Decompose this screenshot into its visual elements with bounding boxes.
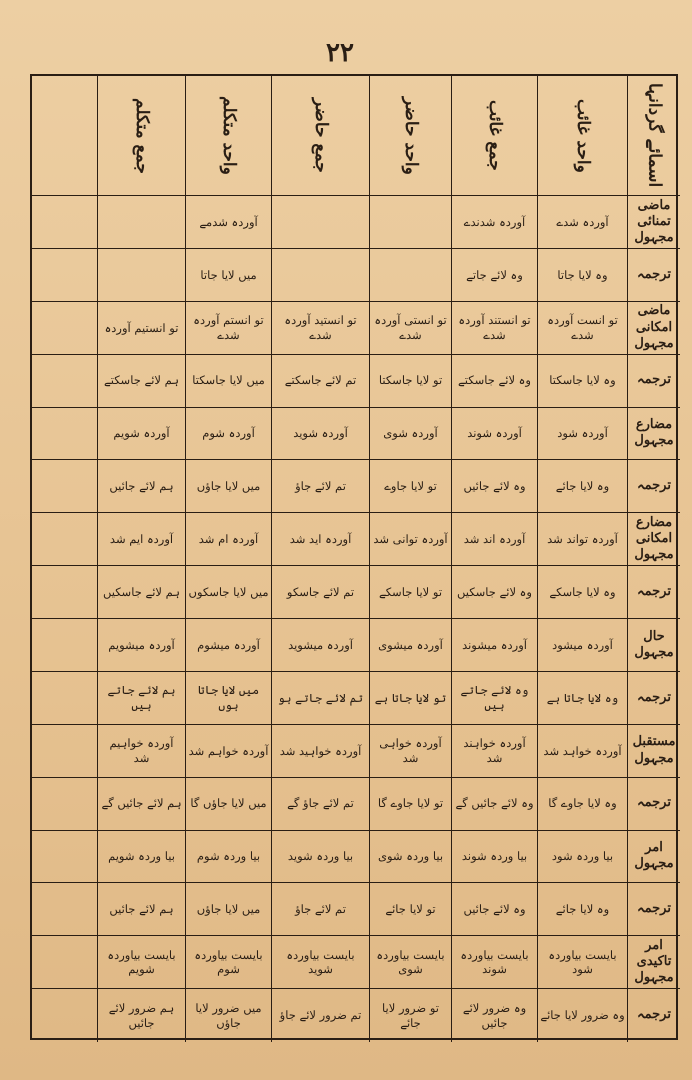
table-cell: آوردہ میشوی <box>370 619 452 672</box>
table-cell: بیا وردہ شوم <box>186 831 272 884</box>
table-cell: آوردہ شوید <box>272 408 370 461</box>
margin-cell <box>32 619 98 672</box>
table-cell: ہم لائے جائیں <box>98 460 186 513</box>
table-cell: بیا وردہ شوند <box>452 831 538 884</box>
table-cell: آوردہ ام شد <box>186 513 272 566</box>
table-cell: تم لائے جاتے ہو <box>272 672 370 725</box>
table-cell: وہ لائے جاسکیں <box>452 566 538 619</box>
table-cell: تم لائے جاسکو <box>272 566 370 619</box>
table-cell: بیا وردہ شویم <box>98 831 186 884</box>
row-label: ترجمہ <box>628 778 680 831</box>
row-label: ترجمہ <box>628 672 680 725</box>
table-cell: وہ لایا جائے <box>538 460 628 513</box>
table-cell: میں لایا جاتا ہوں <box>186 672 272 725</box>
row-label: ماضی تمنائی مجہول <box>628 196 680 249</box>
table-cell: تم لائے جاؤ <box>272 883 370 936</box>
table-cell: آوردہ خواہیم شد <box>98 725 186 778</box>
margin-cell <box>32 196 98 249</box>
table-cell <box>272 196 370 249</box>
margin-cell <box>32 355 98 408</box>
table-cell: بایست بیاوردہ شود <box>538 936 628 989</box>
table-cell: تو لایا جاوے <box>370 460 452 513</box>
row-label: امر تاکیدی مجہول <box>628 936 680 989</box>
row-label: مستقبل مجہول <box>628 725 680 778</box>
table-cell: آوردہ شدمے <box>186 196 272 249</box>
row-label: حال مجہول <box>628 619 680 672</box>
table-cell <box>98 196 186 249</box>
margin-cell <box>32 831 98 884</box>
row-label: مضارع مجہول <box>628 408 680 461</box>
table-cell: وہ لائے جائیں <box>452 460 538 513</box>
table-cell: میں لایا جاتا <box>186 249 272 302</box>
table-cell: آوردہ خواہد شد <box>538 725 628 778</box>
table-cell: ہم ضرور لائے جائیں <box>98 989 186 1042</box>
table-cell <box>98 249 186 302</box>
column-header: اسمائے گردانہا <box>628 76 680 196</box>
table-cell: میں لایا جاسکتا <box>186 355 272 408</box>
table-cell <box>370 249 452 302</box>
row-label: ترجمہ <box>628 460 680 513</box>
table-cell: بایست بیاوردہ شوی <box>370 936 452 989</box>
margin-cell <box>32 725 98 778</box>
table-cell: بیا وردہ شوی <box>370 831 452 884</box>
table-cell: آوردہ اند شد <box>452 513 538 566</box>
table-cell: تو انستی آوردہ شدے <box>370 302 452 355</box>
table-cell: بایست بیاوردہ شویم <box>98 936 186 989</box>
table-cell <box>272 249 370 302</box>
column-header: واحد غائب <box>538 76 628 196</box>
table-cell: وہ ضرور لائے جائیں <box>452 989 538 1042</box>
table-cell: تو انستند آوردہ شدے <box>452 302 538 355</box>
conjugation-table <box>30 74 678 1040</box>
row-label: مضارع امکانی مجہول <box>628 513 680 566</box>
margin-cell <box>32 513 98 566</box>
table-cell: تم لائے جاسکتے <box>272 355 370 408</box>
column-header: جمع متکلم <box>98 76 186 196</box>
table-cell: آوردہ میشود <box>538 619 628 672</box>
table-cell: تو لایا جائے <box>370 883 452 936</box>
table-cell: بیا وردہ شوید <box>272 831 370 884</box>
table-cell: تم ضرور لائے جاؤ <box>272 989 370 1042</box>
table-cell: میں لایا جاؤں گا <box>186 778 272 831</box>
table-cell: وہ لائے جاسکتے <box>452 355 538 408</box>
table-cell: بایست بیاوردہ شوم <box>186 936 272 989</box>
margin-cell <box>32 989 98 1042</box>
table-cell: میں لایا جاؤں <box>186 460 272 513</box>
table-cell: تو انستید آوردہ شدے <box>272 302 370 355</box>
table-cell: آوردہ خواہند شد <box>452 725 538 778</box>
margin-cell <box>32 302 98 355</box>
table-cell: ہم لائے جائیں گے <box>98 778 186 831</box>
table-cell: آوردہ شدندے <box>452 196 538 249</box>
table-cell: وہ لایا جائے <box>538 883 628 936</box>
row-label: امر مجہول <box>628 831 680 884</box>
table-cell: وہ لایا جاتا <box>538 249 628 302</box>
table-cell: آوردہ شویم <box>98 408 186 461</box>
table-cell <box>370 196 452 249</box>
table-cell: تو لایا جاسکے <box>370 566 452 619</box>
table-cell: ہم لائے جاتے ہیں <box>98 672 186 725</box>
table-cell: وہ لایا جاسکے <box>538 566 628 619</box>
table-cell: وہ لائے جائیں گے <box>452 778 538 831</box>
table-cell: میں لایا جاسکوں <box>186 566 272 619</box>
row-label: ماضی امکانی مجہول <box>628 302 680 355</box>
table-cell: آوردہ توانی شد <box>370 513 452 566</box>
table-cell: میں ضرور لایا جاؤں <box>186 989 272 1042</box>
row-label: ترجمہ <box>628 249 680 302</box>
column-header: واحد حاضر <box>370 76 452 196</box>
table-cell: آوردہ ایم شد <box>98 513 186 566</box>
table-cell: آوردہ میشوند <box>452 619 538 672</box>
table-cell: تو لایا جاتا ہے <box>370 672 452 725</box>
table-cell: آوردہ میشویم <box>98 619 186 672</box>
table-cell: تو انستیم آوردہ <box>98 302 186 355</box>
margin-cell <box>32 936 98 989</box>
table-cell: آوردہ خواہید شد <box>272 725 370 778</box>
margin-cell <box>32 460 98 513</box>
table-cell: ہم لائے جاسکتے <box>98 355 186 408</box>
row-label: ترجمہ <box>637 1007 671 1023</box>
table-cell: وہ لایا جاوے گا <box>538 778 628 831</box>
table-cell: ہم لائے جائیں <box>98 883 186 936</box>
column-header: جمع حاضر <box>272 76 370 196</box>
table-cell: تو لایا جاوے گا <box>370 778 452 831</box>
table-cell: تو انست آوردہ شدے <box>538 302 628 355</box>
table-cell: بایست بیاوردہ شوید <box>272 936 370 989</box>
row-label: ترجمہ <box>628 883 680 936</box>
table-cell: آوردہ خواہم شد <box>186 725 272 778</box>
table-cell: آوردہ شوم <box>186 408 272 461</box>
table-cell: آوردہ شوند <box>452 408 538 461</box>
table-cell: آوردہ شدے <box>538 196 628 249</box>
table-cell: آوردہ اید شد <box>272 513 370 566</box>
margin-cell <box>32 672 98 725</box>
margin-cell <box>32 778 98 831</box>
column-header: واحد متکلم <box>186 76 272 196</box>
table-cell: تم لائے جاؤ <box>272 460 370 513</box>
table-cell: بایست بیاوردہ شوند <box>452 936 538 989</box>
page-number: ۲۲ <box>326 38 354 68</box>
table-cell: تو ضرور لایا جائے <box>370 989 452 1042</box>
row-label: ترجمہ <box>628 566 680 619</box>
table-cell: تو لایا جاسکتا <box>370 355 452 408</box>
table-cell: وہ لائے جاتے <box>452 249 538 302</box>
margin-cell <box>32 408 98 461</box>
table-cell: تم لائے جاؤ گے <box>272 778 370 831</box>
table-cell: وہ لایا جاسکتا <box>538 355 628 408</box>
table-cell: میں لایا جاؤں <box>186 883 272 936</box>
table-cell: وہ ضرور لایا جائے <box>538 989 628 1042</box>
margin-cell <box>32 566 98 619</box>
table-cell: آوردہ میشوم <box>186 619 272 672</box>
table-cell: ہم لائے جاسکیں <box>98 566 186 619</box>
table-cell: بیا وردہ شود <box>538 831 628 884</box>
header-blank-cell <box>32 76 98 196</box>
table-cell: آوردہ شوی <box>370 408 452 461</box>
table-cell: وہ لائے جائیں <box>452 883 538 936</box>
margin-cell <box>32 249 98 302</box>
table-cell: تو انستم آوردہ شدے <box>186 302 272 355</box>
table-cell: آوردہ خواہی شد <box>370 725 452 778</box>
table-cell: وہ لائے جاتے ہیں <box>452 672 538 725</box>
margin-cell <box>32 883 98 936</box>
table-cell: آوردہ تواند شد <box>538 513 628 566</box>
column-header: جمع غائب <box>452 76 538 196</box>
row-label: ترجمہ <box>628 355 680 408</box>
table-cell: آوردہ میشوید <box>272 619 370 672</box>
table-cell: آوردہ شود <box>538 408 628 461</box>
table-cell: وہ لایا جاتا ہے <box>538 672 628 725</box>
